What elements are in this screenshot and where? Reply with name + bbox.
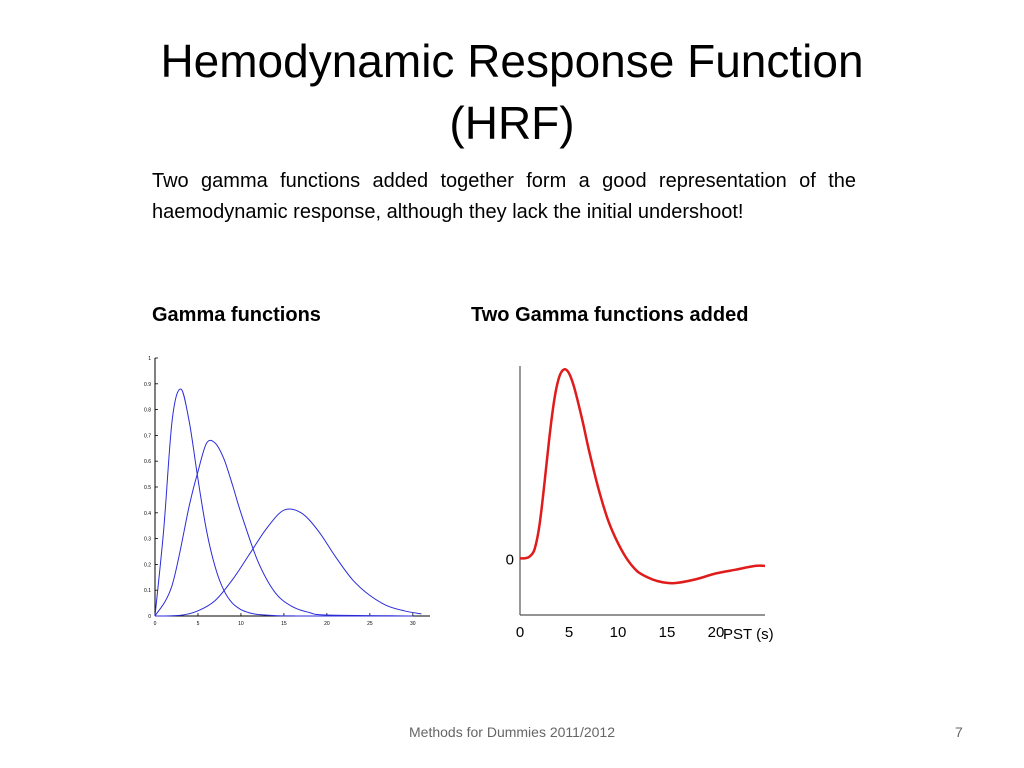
y-tick-label: 0.1 [144, 588, 151, 595]
x-tick-label: 25 [367, 621, 373, 627]
page-number: 7 [955, 724, 963, 740]
y-tick-label: 0.3 [144, 536, 151, 543]
x-tick-label: 5 [196, 621, 200, 627]
two-gamma-functions-added-caption: Two Gamma functions added [471, 304, 749, 326]
gamma-curve-3 [155, 509, 421, 616]
x-tick-label: 15 [281, 621, 287, 627]
gamma-functions-chart [120, 340, 450, 640]
gamma-curve-1 [155, 389, 413, 616]
y-tick-label: 0.7 [144, 433, 151, 440]
x-tick-label: 15 [658, 624, 676, 641]
x-tick-label: 5 [564, 624, 574, 641]
x-tick-label: 0 [515, 624, 525, 641]
y-tick-label: 0.8 [144, 407, 151, 414]
x-tick-label: 10 [609, 624, 627, 641]
gamma-curve-2 [155, 440, 413, 616]
x-axis-label: PST (s) [723, 626, 774, 643]
y-tick-label: 0.5 [144, 485, 151, 491]
y-tick-label: 0.6 [144, 459, 151, 466]
slide-title-line-1: Hemodynamic Response Function [160, 35, 864, 87]
gamma-functions-caption: Gamma functions [152, 304, 321, 326]
x-tick-label: 20 [324, 621, 330, 627]
y-tick-label: 1 [148, 356, 151, 362]
slide-title-line-2: (HRF) [449, 97, 575, 149]
y-tick-label: 0.4 [144, 510, 151, 517]
hrf-sum-curve [520, 369, 765, 583]
x-tick-label: 10 [238, 621, 244, 627]
x-tick-label: 0 [153, 621, 157, 627]
y-tick-label: 0.2 [144, 562, 151, 569]
y-tick-label: 0.9 [144, 381, 151, 388]
slide-title [0, 30, 1024, 154]
x-tick-label: 30 [410, 621, 416, 627]
slide-body-text: Two gamma functions added together form a good representation of the haemodynamic response, although they lack the initial undershoot! [152, 170, 856, 223]
two-gamma-sum-chart [490, 350, 790, 660]
x-tick-label: 20 [707, 624, 725, 641]
y-tick-label: 0 [148, 614, 151, 620]
slide-footer: Methods for Dummies 2011/2012 [409, 724, 615, 740]
y-tick-label: 0 [505, 551, 514, 569]
